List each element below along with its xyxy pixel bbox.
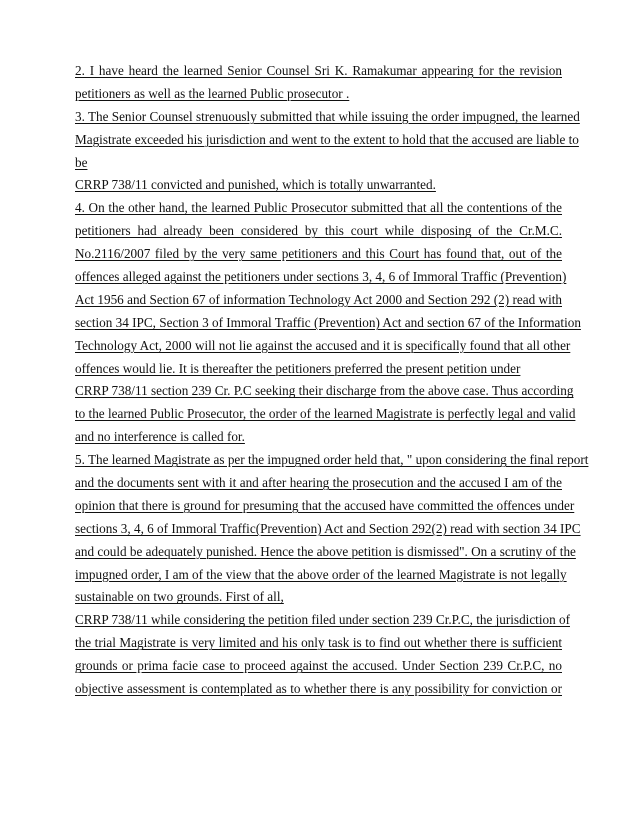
text-line: No.2116/2007 filed by the very same petitioners and this Court has found that, out of the [75,246,562,262]
text-line: and no interference is called for. [75,429,245,445]
text-line: be [75,154,88,170]
text-line: offences alleged against the petitioners under sections 3, 4, 6 of Immoral Traffic (Prevention) [75,269,567,285]
text-line: to the learned Public Prosecutor, the order of the learned Magistrate is perfectly legal and valid [75,406,576,422]
text-line: the trial Magistrate is very limited and his only task is to find out whether there is sufficient [75,635,562,651]
text-line: Magistrate exceeded his jurisdiction and went to the extent to hold that the accused are liable to [75,131,579,147]
text-line: grounds or prima facie case to proceed against the accused. Under Section 239 Cr.P.C, no [75,658,562,674]
text-line: petitioners had already been considered by this court while disposing of the Cr.M.C. [75,223,562,239]
text-line: CRRP 738/11 convicted and punished, which is totally unwarranted. [75,177,436,193]
document-body [75,60,589,701]
text-line: CRRP 738/11 section 239 Cr. P.C seeking their discharge from the above case. Thus according [75,383,574,399]
text-line: 3. The Senior Counsel strenuously submitted that while issuing the order impugned, the learned [75,108,580,124]
text-line: offences would lie. It is thereafter the petitioners preferred the present petition under [75,360,521,376]
text-line: petitioners as well as the learned Public prosecutor . [75,85,350,101]
text-line: Act 1956 and Section 67 of information Technology Act 2000 and Section 292 (2) read with [75,291,562,307]
text-line: 4. On the other hand, the learned Public Prosecutor submitted that all the contentions of the [75,200,562,216]
text-line: objective assessment is contemplated as to whether there is any possibility for conviction or [75,681,562,697]
text-line: sections 3, 4, 6 of Immoral Traffic(Prevention) Act and Section 292(2) read with section 34 IPC [75,520,581,536]
text-line: sustainable on two grounds. First of all, [75,589,284,605]
text-line: CRRP 738/11 while considering the petition filed under section 239 Cr.P.C, the jurisdiction of [75,612,570,628]
text-line: impugned order, I am of the view that the above order of the learned Magistrate is not legally [75,566,567,582]
text-line: Technology Act, 2000 will not lie against the accused and it is specifically found that all other [75,337,571,353]
text-line: opinion that there is ground for presuming that the accused have committed the offences under [75,497,575,513]
text-line: 5. The learned Magistrate as per the impugned order held that, " upon considering the final report [75,452,589,468]
text-line: and could be adequately punished. Hence the above petition is dismissed". On a scrutiny of the [75,543,576,559]
text-line: section 34 IPC, Section 3 of Immoral Traffic (Prevention) Act and section 67 of the Information [75,314,581,330]
text-line: and the documents sent with it and after hearing the prosecution and the accused I am of the [75,475,562,491]
text-line: 2. I have heard the learned Senior Counsel Sri K. Ramakumar appearing for the revision [75,63,562,78]
